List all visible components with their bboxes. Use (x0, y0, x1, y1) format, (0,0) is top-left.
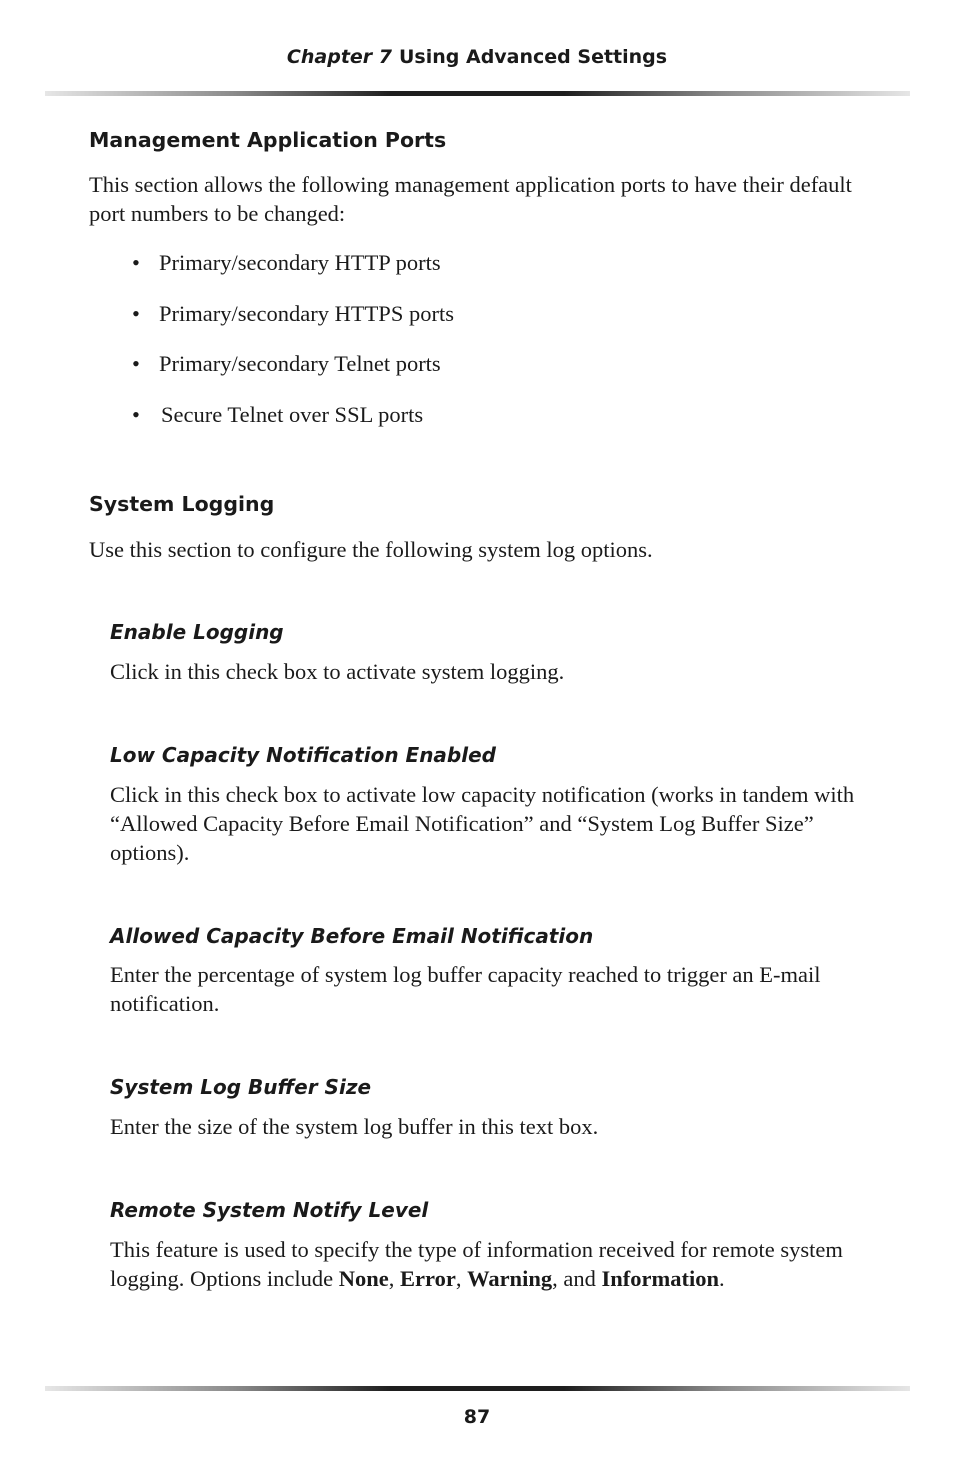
chapter-label: Chapter 7 (286, 46, 392, 68)
chapter-title: Using Advanced Settings (399, 46, 668, 68)
option-title-allowed-capacity: Allowed Capacity Before Email Notification (110, 924, 594, 948)
list-item: • Secure Telnet over SSL ports (132, 402, 424, 427)
level-none: None (338, 1266, 389, 1291)
option-text-enable-logging: Click in this check box to activate system logging. (110, 659, 565, 684)
bullet-icon: • (132, 351, 140, 376)
bullet-icon: • (132, 301, 140, 326)
option-title-remote-notify: Remote System Notify Level (110, 1198, 429, 1222)
option-text-remote-notify: This feature is used to specify the type of information received for remote system logging. Options include None, Error, Warning, and Information. (110, 1237, 843, 1291)
level-information: Information (601, 1266, 719, 1291)
footer-divider (45, 1386, 910, 1391)
level-error: Error (400, 1266, 456, 1291)
option-text-low-capacity: Click in this check box to activate low capacity notification (works in tandem with “Allowed Capacity Before Email Notification” and “System Log Buffer Size” options). (110, 782, 855, 865)
level-warning: Warning (467, 1266, 553, 1291)
list-item: • Primary/secondary HTTPS ports (132, 301, 454, 326)
option-text-buffer-size: Enter the size of the system log buffer in this text box. (110, 1114, 599, 1139)
list-item: • Primary/secondary Telnet ports (132, 351, 441, 376)
page-number: 87 (463, 1406, 491, 1428)
header-divider (45, 91, 910, 96)
option-text-allowed-capacity: Enter the percentage of system log buffer capacity reached to trigger an E-mail notification. (110, 962, 821, 1016)
section-heading-logging: System Logging (89, 492, 275, 516)
ports-intro: This section allows the following management application ports to have their default port numbers to be changed: (89, 172, 852, 226)
running-header (0, 46, 954, 68)
section-heading-ports: Management Application Ports (89, 128, 447, 152)
logging-intro: Use this section to configure the following system log options. (89, 537, 653, 562)
list-item: • Primary/secondary HTTP ports (132, 250, 441, 275)
bullet-icon: • (132, 250, 140, 275)
option-title-low-capacity: Low Capacity Notification Enabled (110, 743, 496, 767)
option-title-buffer-size: System Log Buffer Size (110, 1075, 372, 1099)
option-title-enable-logging: Enable Logging (110, 620, 284, 644)
bullet-icon: • (132, 402, 140, 427)
